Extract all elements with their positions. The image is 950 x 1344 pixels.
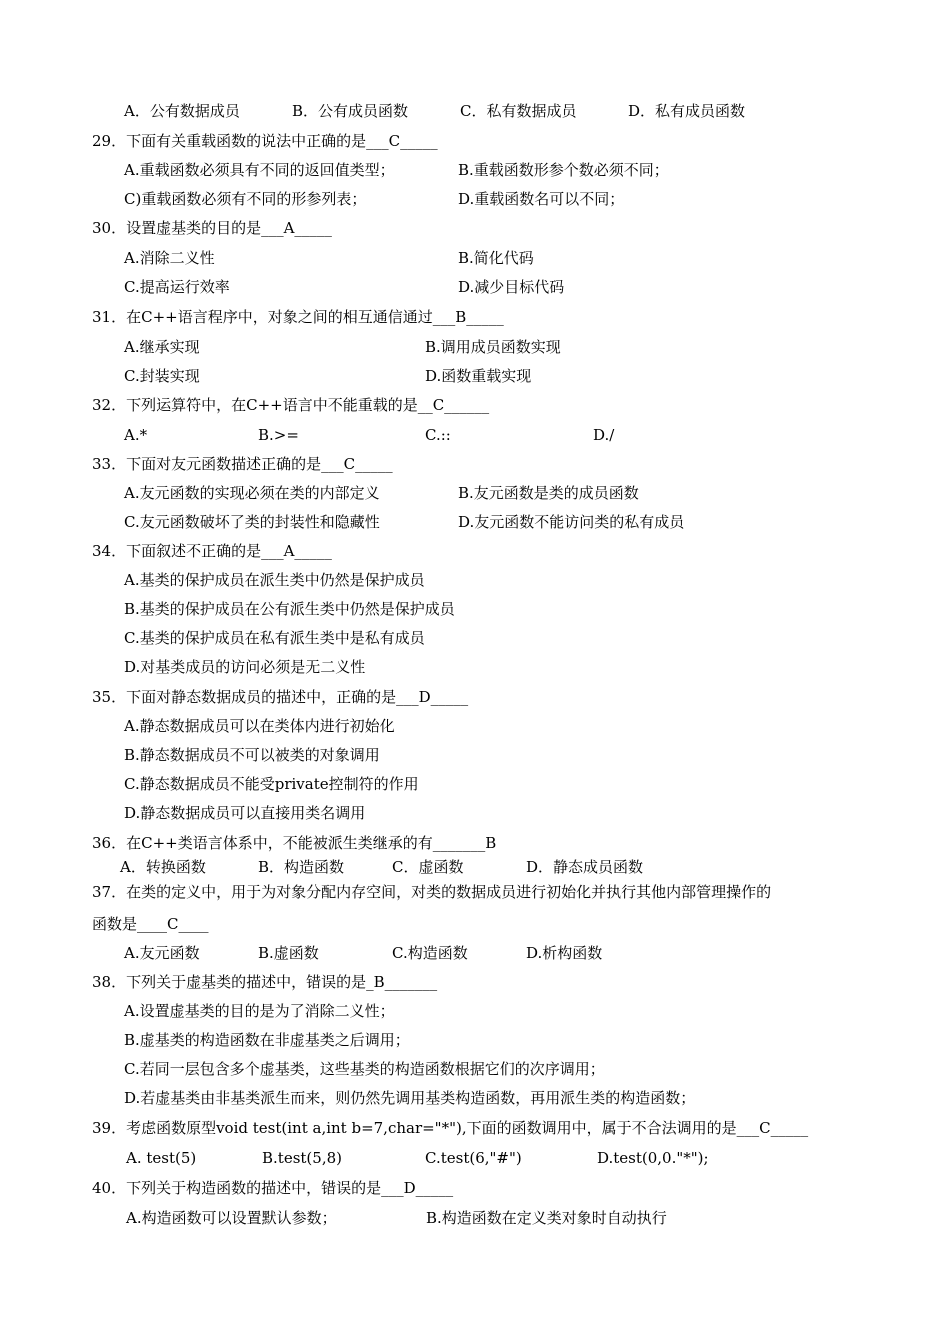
q31-option-b: B.调用成员函数实现 — [425, 338, 561, 356]
q35-option-a: A.静态数据成员可以在类体内进行初始化 — [124, 717, 395, 735]
q36-stem: 36．在C++类语言体系中，不能被派生类继承的有_______B — [92, 834, 497, 852]
q40-stem: 40．下列关于构造函数的描述中，错误的是___D_____ — [92, 1179, 454, 1197]
q39-stem: 39．考虑函数原型void test(int a,int b=7,char="*"),下面的函数调用中，属于不合法调用的是___C_____ — [92, 1119, 809, 1137]
q36-option-c: C．虚函数 — [392, 858, 464, 876]
q33-option-a: A.友元函数的实现必须在类的内部定义 — [124, 484, 380, 502]
q37-option-b: B.虚函数 — [258, 944, 319, 962]
q34-stem: 34．下面叙述不正确的是___A_____ — [92, 542, 332, 560]
q28-option-c: C．私有数据成员 — [460, 102, 577, 120]
q39-option-a: A. test(5) — [126, 1149, 197, 1167]
q33-option-b: B.友元函数是类的成员函数 — [458, 484, 639, 502]
q33-option-d: D.友元函数不能访问类的私有成员 — [458, 513, 685, 531]
q36-option-d: D．静态成员函数 — [526, 858, 644, 876]
q34-option-d: D.对基类成员的访问必须是无二义性 — [124, 658, 366, 676]
q37-option-a: A.友元函数 — [124, 944, 200, 962]
q31-option-d: D.函数重载实现 — [425, 367, 532, 385]
q34-option-a: A.基类的保护成员在派生类中仍然是保护成员 — [124, 571, 425, 589]
q30-stem: 30．设置虚基类的目的是___A_____ — [92, 219, 332, 237]
q29-option-c: C)重载函数必须有不同的形参列表； — [124, 190, 367, 208]
q40-option-a: A.构造函数可以设置默认参数； — [126, 1209, 337, 1227]
q31-option-a: A.继承实现 — [124, 338, 200, 356]
q38-stem: 38．下列关于虚基类的描述中，错误的是_B_______ — [92, 973, 438, 991]
q38-option-c: C.若同一层包含多个虚基类，这些基类的构造函数根据它们的次序调用； — [124, 1060, 605, 1078]
q32-option-b: B.>= — [258, 426, 299, 444]
q29-option-b: B.重载函数形参个数必须不同； — [458, 161, 669, 179]
q30-option-a: A.消除二义性 — [124, 249, 215, 267]
q38-option-a: A.设置虚基类的目的是为了消除二义性； — [124, 1002, 395, 1020]
q30-option-c: C.提高运行效率 — [124, 278, 230, 296]
q39-option-c: C.test(6,"#") — [425, 1149, 522, 1167]
q33-option-c: C.友元函数破坏了类的封装性和隐藏性 — [124, 513, 380, 531]
q28-option-a: A．公有数据成员 — [124, 102, 240, 120]
q34-option-c: C.基类的保护成员在私有派生类中是私有成员 — [124, 629, 425, 647]
q29-option-d: D.重载函数名可以不同； — [458, 190, 625, 208]
q30-option-b: B.简化代码 — [458, 249, 534, 267]
q35-stem: 35．下面对静态数据成员的描述中，正确的是___D_____ — [92, 688, 469, 706]
q34-option-b: B.基类的保护成员在公有派生类中仍然是保护成员 — [124, 600, 455, 618]
q37-option-d: D.析构函数 — [526, 944, 603, 962]
q28-option-b: B．公有成员函数 — [292, 102, 409, 120]
q39-option-d: D.test(0,0."*"); — [597, 1149, 709, 1167]
q39-option-b: B.test(5,8) — [262, 1149, 342, 1167]
q29-option-a: A.重载函数必须具有不同的返回值类型； — [124, 161, 395, 179]
q28-option-d: D．私有成员函数 — [628, 102, 746, 120]
q33-stem: 33．下面对友元函数描述正确的是___C_____ — [92, 455, 393, 473]
q35-option-b: B.静态数据成员不可以被类的对象调用 — [124, 746, 380, 764]
q32-option-c: C.:: — [425, 426, 451, 444]
q36-option-a: A．转换函数 — [120, 858, 206, 876]
q30-option-d: D.减少目标代码 — [458, 278, 565, 296]
q37-stem-continued: 函数是____C____ — [92, 915, 209, 933]
q37-stem: 37．在类的定义中，用于为对象分配内存空间，对类的数据成员进行初始化并执行其他内部管理操作的 — [92, 883, 772, 901]
q32-stem: 32．下列运算符中，在C++语言中不能重载的是__C______ — [92, 396, 490, 414]
q40-option-b: B.构造函数在定义类对象时自动执行 — [426, 1209, 667, 1227]
q37-option-c: C.构造函数 — [392, 944, 468, 962]
q32-option-a: A.* — [124, 426, 148, 444]
q35-option-c: C.静态数据成员不能受private控制符的作用 — [124, 775, 419, 793]
q31-option-c: C.封装实现 — [124, 367, 200, 385]
q36-option-b: B．构造函数 — [258, 858, 345, 876]
q31-stem: 31．在C++语言程序中，对象之间的相互通信通过___B_____ — [92, 308, 504, 326]
q32-option-d: D./ — [593, 426, 615, 444]
q38-option-d: D.若虚基类由非基类派生而来，则仍然先调用基类构造函数，再用派生类的构造函数； — [124, 1089, 696, 1107]
q35-option-d: D.静态数据成员可以直接用类名调用 — [124, 804, 366, 822]
q38-option-b: B.虚基类的构造函数在非虚基类之后调用； — [124, 1031, 410, 1049]
q29-stem: 29．下面有关重载函数的说法中正确的是___C_____ — [92, 132, 438, 150]
